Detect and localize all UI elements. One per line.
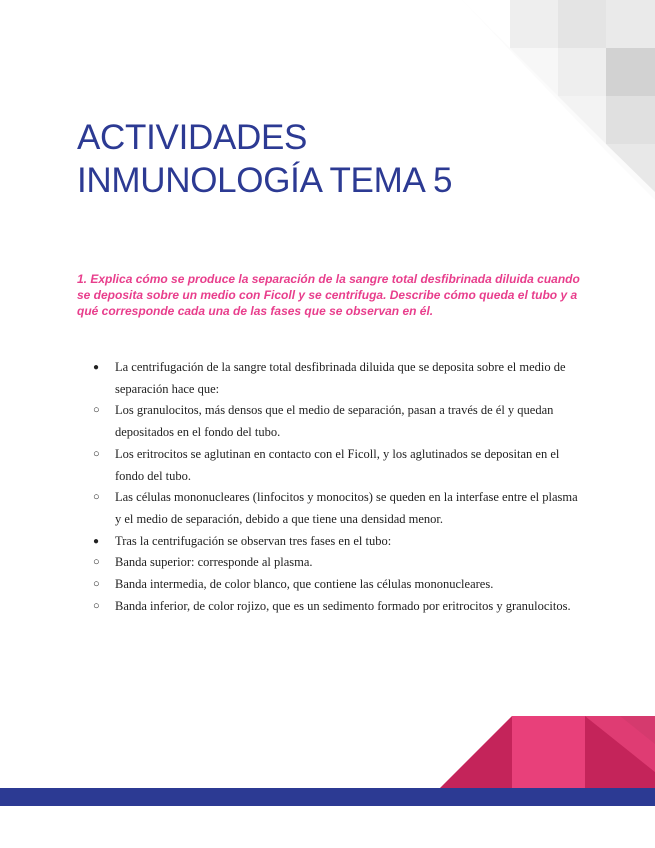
list-item-text: Tras la centrifugación se observan tres fases en el tubo: <box>115 533 392 548</box>
footer-crimson-triangle <box>440 716 512 788</box>
list-item <box>77 552 582 574</box>
footer-navy-stripe <box>0 788 655 806</box>
bullet-marker: ○ <box>93 447 100 460</box>
list-item <box>77 531 582 553</box>
list-item-text: Banda superior: corresponde al plasma. <box>115 555 313 570</box>
page-title <box>77 116 452 202</box>
list-item <box>77 596 582 618</box>
bullet-marker: ○ <box>93 599 100 612</box>
bullet-marker: ● <box>93 535 100 547</box>
bullet-marker: ○ <box>93 556 100 569</box>
title-line-1: ACTIVIDADES <box>77 118 308 157</box>
list-item-text: Las células mononucleares (linfocitos y monocitos) se queden en la interfase entre el plasma y el medio de separación, debido a que tiene una densidad menor. <box>115 490 578 526</box>
bullet-marker: ● <box>93 362 100 373</box>
list-item-text: Banda inferior, de color rojizo, que es un sedimento formado por eritrocitos y granulocitos. <box>115 598 571 613</box>
list-item <box>77 444 582 487</box>
bullet-marker: ○ <box>93 404 100 417</box>
list-item-text: La centrifugación de la sangre total desfibrinada diluida que se deposita sobre el medio de separación hace que: <box>115 360 566 396</box>
answer-list <box>77 357 582 617</box>
list-item-text: Los granulocitos, más densos que el medio de separación, pasan a través de él y quedan depositados en el fondo del tubo. <box>115 403 554 440</box>
list-item <box>77 487 582 530</box>
list-item-text: Los eritrocitos se aglutinan en contacto con el Ficoll, y los aglutinados se depositan en el fondo del tubo. <box>115 446 560 483</box>
footer-decoration <box>0 700 655 848</box>
footer-pink-block <box>512 716 585 788</box>
bullet-marker: ○ <box>93 491 100 504</box>
list-item <box>77 357 582 400</box>
title-line-2: INMUNOLOGÍA TEMA 5 <box>77 161 453 200</box>
bullet-marker: ○ <box>93 578 100 591</box>
list-item-text: Banda intermedia, de color blanco, que contiene las células mononucleares. <box>115 577 494 592</box>
list-item <box>77 574 582 596</box>
question-text: 1. Explica cómo se produce la separación de la sangre total desfibrinada diluida cuando se deposita sobre un medio con Ficoll y se centrifuga. Describe cómo queda el tubo y a qué corresponde cada una de las fases que se observan en él. <box>77 272 580 318</box>
list-item <box>77 400 582 443</box>
